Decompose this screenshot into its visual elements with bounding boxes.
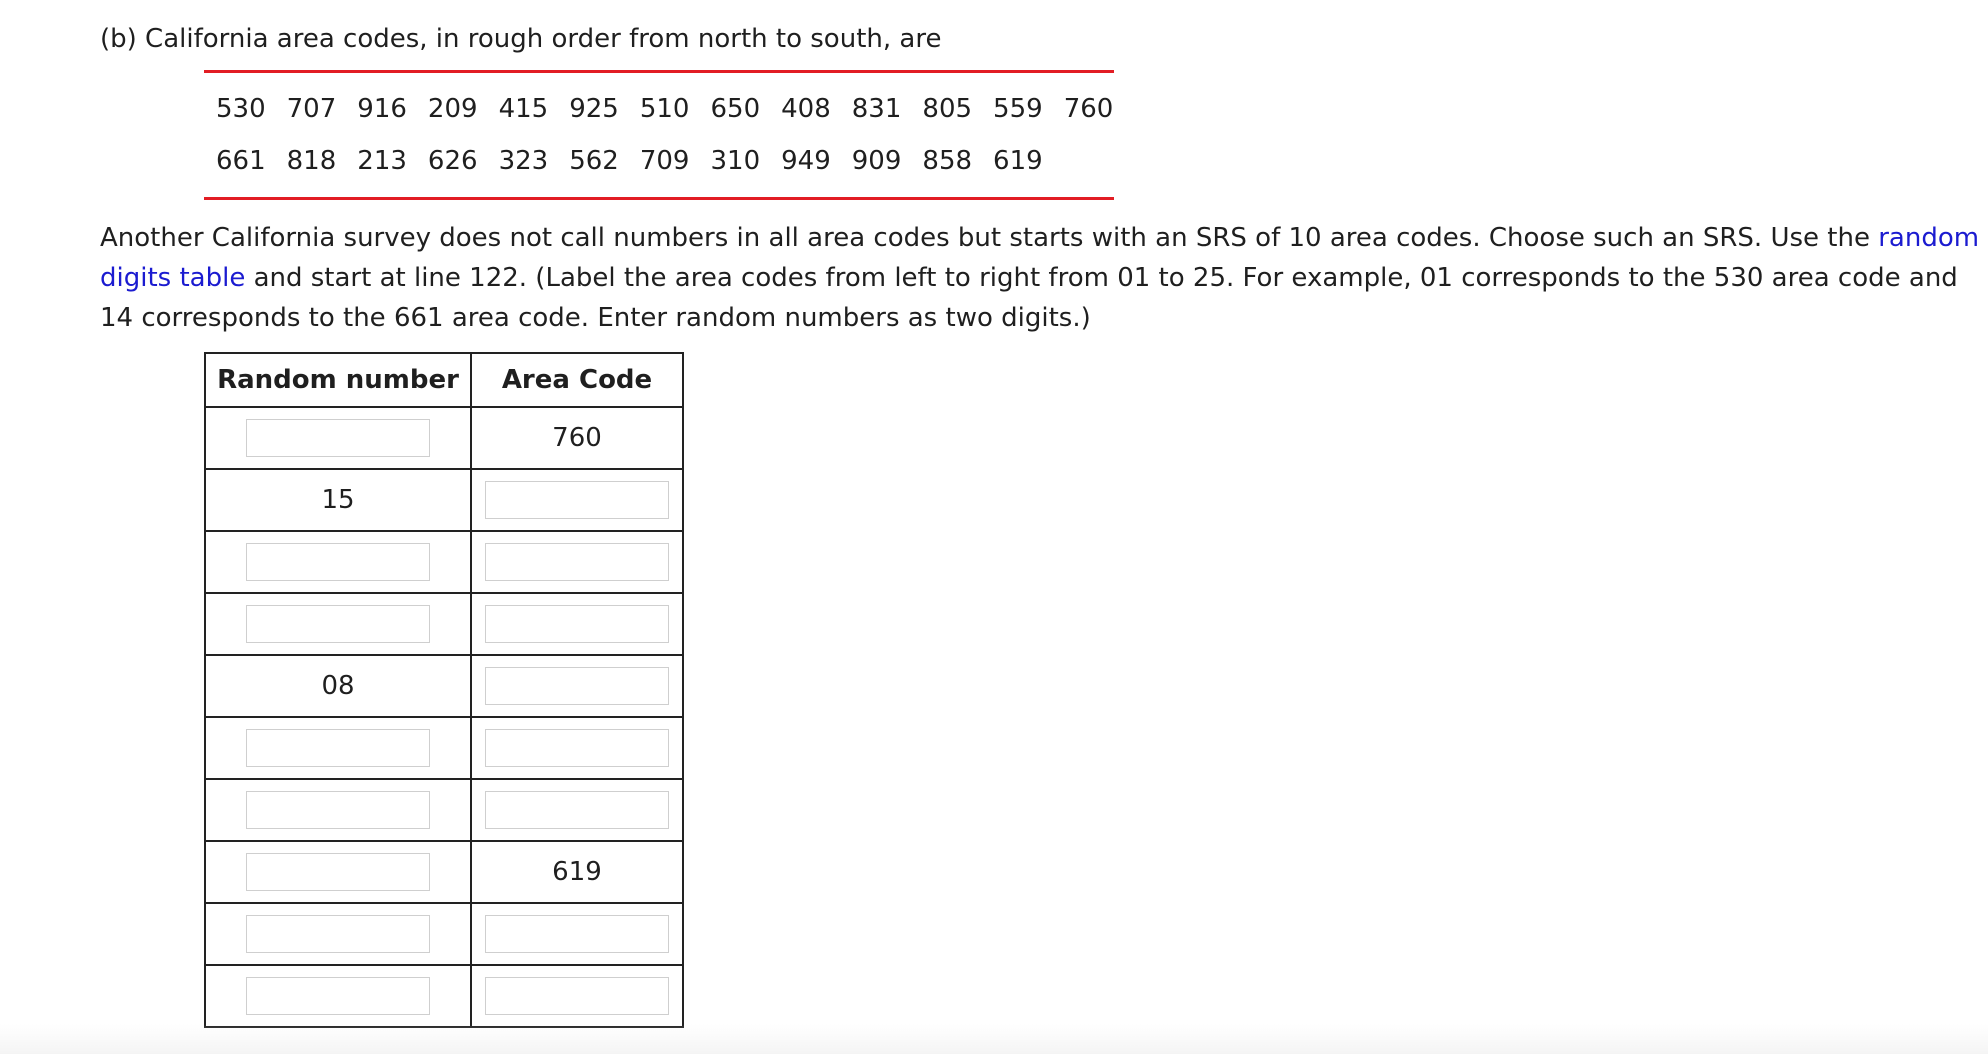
random-number-input[interactable] <box>246 729 430 767</box>
area-code-cell <box>471 593 683 655</box>
random-number-cell <box>205 717 471 779</box>
area-code-value: 760 <box>1063 94 1114 124</box>
area-code-cell <box>471 965 683 1027</box>
random-number-cell <box>205 407 471 469</box>
area-code-input[interactable] <box>485 543 669 581</box>
area-code-value: 323 <box>498 146 549 176</box>
random-number-input[interactable] <box>246 791 430 829</box>
area-code-input[interactable] <box>485 791 669 829</box>
area-code-value: 626 <box>427 146 478 176</box>
area-code-value: 408 <box>781 94 831 124</box>
random-number-cell <box>205 965 471 1027</box>
area-code-cell <box>471 469 683 531</box>
table-header-row <box>205 353 683 407</box>
table-row <box>205 655 683 717</box>
area-code-cell <box>471 655 683 717</box>
area-code-value: 562 <box>569 146 619 176</box>
area-code-value: 661 <box>216 146 266 176</box>
area-codes-row-2 <box>216 135 1114 187</box>
page-bottom-fade <box>0 1024 1988 1054</box>
random-number-input[interactable] <box>246 419 430 457</box>
area-code-value: 858 <box>922 146 973 176</box>
area-code-input[interactable] <box>485 667 669 705</box>
area-code-value: 916 <box>357 94 407 124</box>
area-code-value: 831 <box>851 94 902 124</box>
srs-table-body <box>205 407 683 1027</box>
area-code-input[interactable] <box>485 481 669 519</box>
table-row <box>205 407 683 469</box>
random-number-value: 15 <box>321 485 355 515</box>
random-number-cell <box>205 531 471 593</box>
random-number-input[interactable] <box>246 915 430 953</box>
table-row <box>205 531 683 593</box>
random-number-input[interactable] <box>246 853 430 891</box>
table-row <box>205 965 683 1027</box>
area-code-cell <box>471 717 683 779</box>
area-code-cell <box>471 841 683 903</box>
random-number-input[interactable] <box>246 543 430 581</box>
random-number-value: 08 <box>321 671 355 701</box>
random-number-cell <box>205 593 471 655</box>
area-code-answer-value: 760 <box>552 423 602 453</box>
area-code-value: 949 <box>781 146 831 176</box>
area-code-input[interactable] <box>485 729 669 767</box>
area-code-value: 925 <box>569 94 619 124</box>
area-code-value: 209 <box>427 94 478 124</box>
random-number-input[interactable] <box>246 977 430 1015</box>
area-code-value: 805 <box>922 94 973 124</box>
random-number-cell <box>205 655 471 717</box>
table-row <box>205 779 683 841</box>
instructions-paragraph <box>100 218 1980 338</box>
area-code-cell <box>471 407 683 469</box>
area-code-value: 310 <box>710 146 761 176</box>
random-number-cell <box>205 779 471 841</box>
header-area-code: Area Code <box>471 353 683 407</box>
area-code-input[interactable] <box>485 605 669 643</box>
area-code-value: 559 <box>993 94 1043 124</box>
area-code-value: 709 <box>639 146 690 176</box>
random-number-cell <box>205 903 471 965</box>
area-code-value: 707 <box>286 94 337 124</box>
table-row <box>205 903 683 965</box>
area-code-value: 818 <box>286 146 337 176</box>
area-code-cell <box>471 531 683 593</box>
random-digits-table-link[interactable]: random digits table <box>100 223 1980 293</box>
table-row <box>205 717 683 779</box>
random-number-cell <box>205 469 471 531</box>
header-random-number: Random number <box>205 353 471 407</box>
area-code-value: 213 <box>357 146 407 176</box>
area-code-answer-value: 619 <box>552 857 602 887</box>
area-code-input[interactable] <box>485 915 669 953</box>
random-number-cell <box>205 841 471 903</box>
area-code-value: 530 <box>216 94 266 124</box>
area-code-input[interactable] <box>485 977 669 1015</box>
area-code-value: 909 <box>851 146 902 176</box>
area-codes-row-1 <box>216 83 1114 135</box>
area-code-cell <box>471 779 683 841</box>
random-number-input[interactable] <box>246 605 430 643</box>
area-code-value: 415 <box>498 94 549 124</box>
question-intro: (b) California area codes, in rough order from north to south, are <box>100 24 942 54</box>
area-codes-list <box>204 70 1114 200</box>
table-row <box>205 593 683 655</box>
instructions-text-before-link: Another California survey does not call numbers in all area codes but starts with an SRS of 10 area codes. Choose such an SRS. Use the <box>100 223 1879 253</box>
table-row <box>205 841 683 903</box>
srs-answer-table <box>204 352 684 1028</box>
table-row <box>205 469 683 531</box>
instructions-text-after-link: and start at line 122. (Label the area codes from left to right from 01 to 25. For example, 01 corresponds to the 530 area code and 14 corresponds to the 661 area code. Enter random numbers as two digits.) <box>100 263 1958 333</box>
area-code-value: 510 <box>639 94 690 124</box>
area-code-value: 650 <box>710 94 761 124</box>
area-code-cell <box>471 903 683 965</box>
area-code-value: 619 <box>993 146 1043 176</box>
